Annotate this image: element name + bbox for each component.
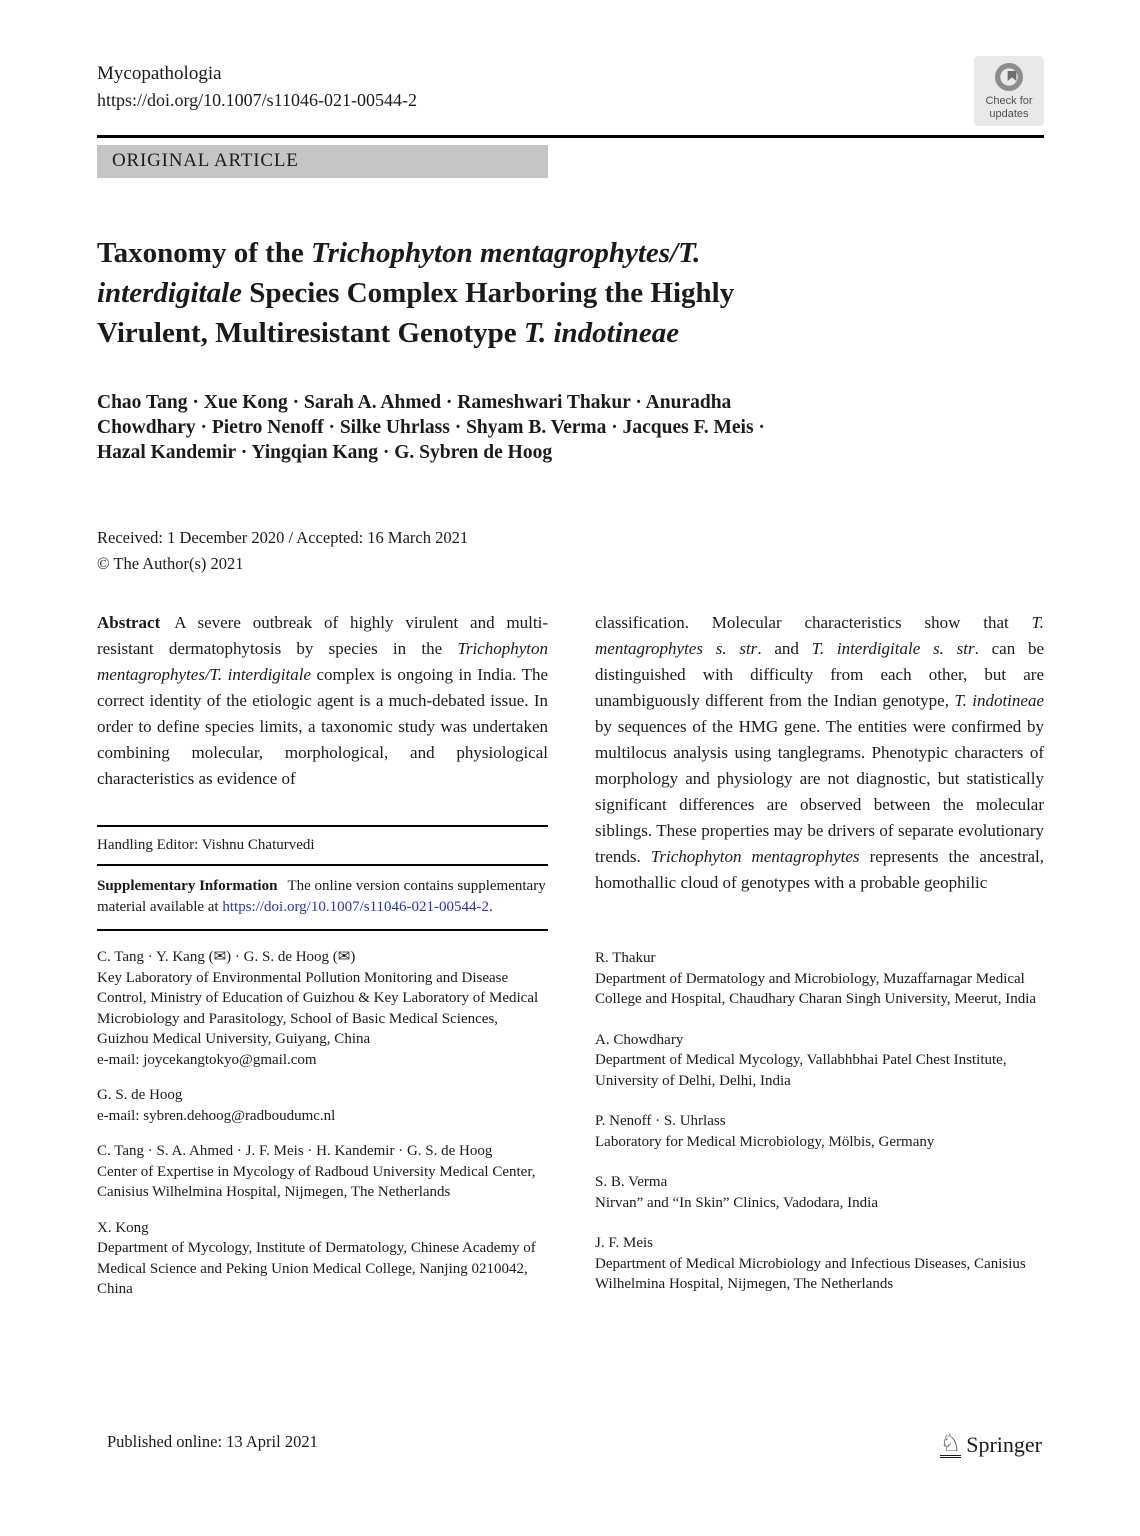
affiliation-authors: R. Thakur [595,950,656,966]
journal-doi[interactable]: https://doi.org/10.1007/s11046-021-00544-2 [97,90,418,110]
published-online: Published online: 13 April 2021 [107,1432,318,1451]
affiliation-address: Nirvan” and “In Skin” Clinics, Vadodara, India [595,1194,878,1211]
affiliation-email[interactable]: e-mail: joycekangtokyo@gmail.com [97,1051,317,1068]
abstract-left: Abstract A severe outbreak of highly virulent and multi-resistant dermatophytosis by species in the Trichophyton mentagrophytes/T. interdigitale complex is ongoing in India. The correct identity of the etiologic agent is a much-debated issue. In order to define species limits, a taxonomic study was undertaken combining molecular, morphological, and physiological characteristics as evidence of [97,613,549,788]
journal-info [97,60,417,113]
affiliation-authors: C. Tang · S. A. Ahmed · J. F. Meis · H. Kandemir · G. S. de Hoog [97,1143,493,1159]
author-list: Chao Tang · Xue Kong · Sarah A. Ahmed · Rameshwari Thakur · Anuradha Chowdhary · Pietro Nenoff · Silke Uhrlass · Shyam B. Verma · Jacques F. Meis · Hazal Kandemir · Yingqian Kang · G. Sybren de Hoog [97,392,765,463]
check-for-updates-label: Check for updates [985,95,1033,120]
affiliation-address: Center of Expertise in Mycology of Radboud University Medical Center, Canisius Wilhelmina Hospital, Nijmegen, The Netherlands [97,1163,536,1200]
affiliation-address: Key Laboratory of Environmental Pollution Monitoring and Disease Control, Ministry of Education of Guizhou & Key Laboratory of Medical Microbiology and Parasitology, School of Basic Medical Sciences, Guizhou Medical University, Guiyang, China [97,969,539,1047]
affiliation-authors: P. Nenoff · S. Uhrlass [595,1113,726,1129]
page-header [97,60,1044,126]
journal-name: Mycopathologia [97,63,222,84]
affiliation-block [595,1030,1044,1092]
handling-editor-note: Handling Editor: Vishnu Chaturvedi [97,837,315,853]
abstract-right: classification. Molecular characteristics show that T. mentagrophytes s. str. and T. interdigitale s. str. can be distinguished with difficulty from each other, but are unambiguously different from the Indian genotype, T. indotineae by sequences of the HMG gene. The entities were confirmed by multilocus analysis using tanglegrams. Phenotypic characters of morphology and physiology are not diagnostic, but statistically significant differences are observed between the molecular siblings. These properties may be drivers of separate evolutionary trends. Trichophyton mentagrophytes represents the ancestral, homothallic cloud of genotypes with a probable geophilic [595,613,1045,892]
affiliation-block [595,1233,1044,1295]
affiliation-authors: S. B. Verma [595,1174,668,1190]
received-accepted: Received: 1 December 2020 / Accepted: 16 March 2021 [97,528,469,547]
check-for-updates-button[interactable] [974,56,1044,126]
affiliation-authors: A. Chowdhary [595,1031,684,1048]
check-for-updates-icon [993,61,1025,93]
article-type-banner: ORIGINAL ARTICLE [97,145,548,178]
springer-logo [940,1432,1042,1458]
affiliation-block [595,948,1044,1010]
copyright-line: © The Author(s) 2021 [97,554,244,573]
springer-wordmark: Springer [966,1432,1042,1457]
affiliation-authors: C. Tang · Y. Kang (✉) · G. S. de Hoog (✉) [97,949,356,965]
affiliations-left [97,947,548,1300]
affiliation-email[interactable]: e-mail: sybren.dehoog@radboudumc.nl [97,1107,336,1124]
page-footer [107,1432,1042,1458]
affiliation-block [97,947,548,1070]
article-dates [97,525,1044,577]
right-column [595,610,1044,1315]
affiliation-block [595,1111,1044,1152]
affiliation-authors: J. F. Meis [595,1235,653,1251]
affiliation-address: Laboratory for Medical Microbiology, Mölbis, Germany [595,1133,935,1150]
affiliation-authors: G. S. de Hoog [97,1087,183,1103]
springer-horse-icon: ♘ [939,1430,962,1457]
article-title: Taxonomy of the Trichophyton mentagrophytes/T. interdigitale Species Complex Harboring the Highly Virulent, Multiresistant Genotype T. indotineae [97,237,735,349]
header-divider [97,135,1044,138]
affiliation-address: Department of Medical Microbiology and Infectious Diseases, Canisius Wilhelmina Hospital, Nijmegen, The Netherlands [595,1255,1026,1292]
affiliation-authors: X. Kong [97,1219,149,1236]
supplementary-doi-link[interactable]: https://doi.org/10.1007/s11046-021-00544-2 [222,899,490,915]
affiliation-address: Department of Mycology, Institute of Dermatology, Chinese Academy of Medical Science and Peking Union Medical College, Nanjing 0210042, China [97,1240,536,1297]
affiliation-block [97,1085,548,1126]
abstract-label: Abstract [97,613,161,632]
affiliation-address: Department of Dermatology and Microbiology, Muzaffarnagar Medical College and Hospital, Chaudhary Charan Singh University, Meerut, India [595,970,1037,1007]
affiliation-block [97,1141,548,1203]
affiliation-address: Department of Medical Mycology, Vallabhbhai Patel Chest Institute, University of Delhi, Delhi, India [595,1052,1007,1089]
affiliations-right [595,948,1044,1295]
two-column-body [97,610,1044,1315]
supplementary-information: Supplementary Information The online version contains supplementary material available at https://doi.org/10.1007/s11046-021-00544-2. [97,878,546,915]
affiliation-block [97,1218,548,1300]
left-column [97,610,548,1315]
affiliation-block [595,1172,1044,1213]
footnote-divider [97,929,548,931]
